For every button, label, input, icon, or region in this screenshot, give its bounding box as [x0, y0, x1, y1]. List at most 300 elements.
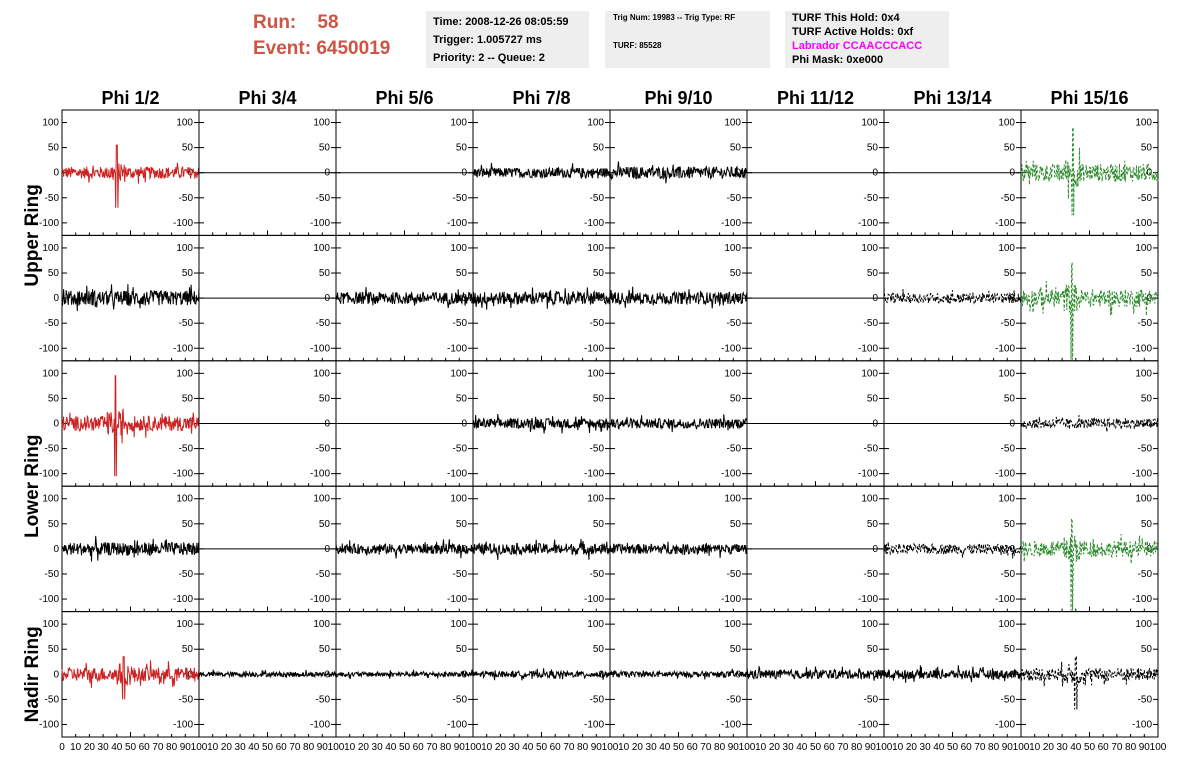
y-tick-label: 0 [324, 167, 330, 179]
y-tick-label: -100 [583, 217, 604, 229]
y-tick-label: 100 [587, 242, 604, 254]
x-tick-label: 30 [371, 742, 383, 753]
y-tick-label: 100 [313, 493, 330, 505]
x-tick-label: 30 [508, 742, 520, 753]
y-tick-label: -100 [994, 217, 1015, 229]
column-title: Phi 3/4 [238, 88, 297, 108]
x-tick-label: 80 [714, 742, 726, 753]
waveform-trace [473, 539, 610, 560]
y-tick-label: 50 [592, 393, 604, 405]
y-tick-label: -50 [178, 318, 193, 330]
y-tick-label: 50 [181, 518, 193, 530]
y-tick-label: 50 [1140, 518, 1152, 530]
trig-num-text: Trig Num: 19983 -- Trig Type: RF [613, 13, 736, 22]
y-tick-label: 50 [181, 644, 193, 656]
y-tick-label: -100 [720, 468, 741, 480]
y-tick-label: 0 [1146, 418, 1152, 430]
y-tick-label: -100 [583, 468, 604, 480]
y-tick-label: 100 [313, 368, 330, 380]
y-tick-label: -50 [44, 568, 59, 580]
run-value: 58 [317, 12, 339, 33]
x-tick-label: 50 [946, 742, 959, 753]
column-title: Phi 9/10 [644, 88, 713, 108]
x-tick-label: 90 [864, 742, 876, 753]
y-tick-label: 0 [461, 293, 467, 305]
y-tick-label: -50 [178, 192, 193, 204]
y-tick-label: -50 [589, 694, 604, 706]
y-tick-label: -50 [1137, 568, 1152, 580]
y-tick-label: 0 [187, 167, 193, 179]
y-tick-label: 100 [450, 368, 467, 380]
y-tick-label: -100 [857, 343, 878, 355]
y-tick-label: 0 [187, 543, 193, 555]
y-tick-label: 0 [53, 543, 59, 555]
y-tick-label: 50 [866, 644, 878, 656]
row-group-label: Upper Ring [22, 184, 43, 287]
x-tick-label: 10 [344, 742, 356, 753]
y-tick-label: 100 [998, 619, 1015, 631]
x-tick-label: 40 [522, 742, 534, 753]
x-tick-label: 100 [738, 742, 756, 753]
y-tick-label: 100 [313, 117, 330, 129]
column-title: Phi 1/2 [101, 88, 160, 108]
y-tick-label: -100 [857, 719, 878, 731]
y-tick-label: 0 [1146, 167, 1152, 179]
y-tick-label: 100 [998, 493, 1015, 505]
x-tick-label: 80 [988, 742, 1000, 753]
y-tick-label: 100 [724, 619, 741, 631]
y-tick-label: 100 [861, 117, 878, 129]
y-tick-label: -50 [315, 694, 330, 706]
y-tick-label: -100 [309, 719, 330, 731]
y-tick-label: -100 [857, 468, 878, 480]
x-tick-label: 70 [426, 742, 438, 753]
y-tick-label: -50 [726, 318, 741, 330]
y-tick-label: 0 [735, 669, 741, 681]
y-tick-label: 50 [455, 644, 467, 656]
x-tick-label: 30 [645, 742, 657, 753]
y-tick-label: -100 [1131, 468, 1152, 480]
x-tick-label: 10 [481, 742, 493, 753]
y-tick-label: 0 [598, 418, 604, 430]
y-tick-label: 0 [735, 418, 741, 430]
x-tick-label: 70 [837, 742, 849, 753]
y-tick-label: 0 [53, 669, 59, 681]
x-tick-label: 30 [1056, 742, 1068, 753]
x-tick-label: 20 [357, 742, 369, 753]
y-tick-label: 0 [461, 669, 467, 681]
y-tick-label: 0 [187, 669, 193, 681]
y-tick-label: 50 [592, 268, 604, 280]
y-tick-label: -100 [446, 594, 467, 606]
y-tick-label: -100 [720, 217, 741, 229]
x-tick-label: 10 [618, 742, 630, 753]
y-tick-label: 0 [324, 293, 330, 305]
trigger-text: Trigger: 1.005727 ms [433, 34, 542, 46]
y-tick-label: -100 [994, 468, 1015, 480]
y-tick-label: -50 [315, 318, 330, 330]
run-label: Run: [253, 12, 297, 33]
y-tick-label: -100 [309, 594, 330, 606]
y-tick-label: 50 [729, 644, 741, 656]
y-tick-label: -100 [994, 719, 1015, 731]
y-tick-label: 50 [1140, 142, 1152, 154]
y-tick-label: -50 [1000, 318, 1015, 330]
y-tick-label: 100 [450, 242, 467, 254]
y-tick-label: -50 [1137, 694, 1152, 706]
y-tick-label: -50 [589, 568, 604, 580]
y-tick-label: -100 [720, 343, 741, 355]
y-tick-label: 0 [187, 293, 193, 305]
waveform-trace [610, 161, 747, 183]
x-tick-label: 70 [974, 742, 986, 753]
y-tick-label: 50 [1003, 644, 1015, 656]
y-tick-label: -100 [446, 343, 467, 355]
y-tick-label: 100 [587, 493, 604, 505]
y-tick-label: 100 [450, 619, 467, 631]
turf-this-hold-text: TURF This Hold: 0x4 [792, 12, 900, 24]
y-tick-label: 0 [1009, 418, 1015, 430]
x-tick-label: 0 [59, 742, 65, 753]
x-tick-label: 10 [755, 742, 767, 753]
y-tick-label: -50 [589, 443, 604, 455]
y-tick-label: 0 [872, 293, 878, 305]
y-tick-label: 100 [313, 619, 330, 631]
y-tick-label: -100 [1131, 343, 1152, 355]
x-tick-label: 80 [1125, 742, 1137, 753]
y-tick-label: 100 [861, 619, 878, 631]
y-tick-label: -100 [446, 719, 467, 731]
y-tick-label: -50 [863, 192, 878, 204]
y-tick-label: -100 [446, 468, 467, 480]
y-tick-label: 50 [1140, 644, 1152, 656]
y-tick-label: 50 [318, 644, 330, 656]
y-tick-label: -50 [178, 694, 193, 706]
panel-frame [884, 235, 1021, 360]
y-tick-label: -50 [44, 694, 59, 706]
x-tick-label: 80 [166, 742, 178, 753]
y-tick-label: -100 [857, 594, 878, 606]
x-tick-label: 70 [700, 742, 712, 753]
y-tick-label: -50 [452, 443, 467, 455]
y-tick-label: -50 [863, 443, 878, 455]
y-tick-label: 50 [318, 393, 330, 405]
x-tick-label: 100 [1149, 742, 1167, 753]
waveform-trace [610, 414, 747, 432]
x-tick-label: 50 [1083, 742, 1096, 753]
x-tick-label: 60 [412, 742, 424, 753]
y-tick-label: 100 [587, 619, 604, 631]
x-tick-label: 100 [464, 742, 482, 753]
x-tick-label: 100 [1012, 742, 1030, 753]
y-tick-label: 0 [735, 293, 741, 305]
y-tick-label: 100 [861, 368, 878, 380]
x-tick-label: 70 [152, 742, 164, 753]
y-tick-label: 0 [1009, 543, 1015, 555]
y-tick-label: 50 [1003, 268, 1015, 280]
waveform-trace [884, 288, 1021, 303]
x-tick-label: 100 [327, 742, 345, 753]
y-tick-label: 100 [450, 117, 467, 129]
waveform-trace [610, 542, 747, 558]
y-tick-label: 100 [861, 493, 878, 505]
x-tick-label: 40 [796, 742, 808, 753]
priority-text: Priority: 2 -- Queue: 2 [433, 52, 545, 64]
y-tick-label: 0 [598, 167, 604, 179]
y-tick-label: -50 [589, 192, 604, 204]
y-tick-label: -50 [452, 694, 467, 706]
y-tick-label: 100 [998, 117, 1015, 129]
y-tick-label: 50 [866, 518, 878, 530]
y-tick-label: 50 [592, 644, 604, 656]
column-title: Phi 11/12 [776, 88, 855, 108]
waveform-trace [610, 669, 747, 680]
y-tick-label: 0 [735, 543, 741, 555]
x-tick-label: 60 [275, 742, 287, 753]
y-tick-label: 100 [313, 242, 330, 254]
waveform-trace [884, 665, 1021, 683]
y-tick-label: 100 [587, 117, 604, 129]
y-tick-label: -100 [994, 594, 1015, 606]
y-tick-label: 50 [318, 142, 330, 154]
x-tick-label: 50 [535, 742, 548, 753]
y-tick-label: 50 [47, 644, 59, 656]
x-tick-label: 40 [933, 742, 945, 753]
y-tick-label: -50 [452, 568, 467, 580]
labrador-text: Labrador CCAACCCACC [792, 40, 923, 52]
y-tick-label: 0 [1146, 669, 1152, 681]
waveform-trace [62, 536, 199, 562]
y-tick-label: -50 [178, 443, 193, 455]
y-tick-label: 100 [724, 242, 741, 254]
x-tick-label: 70 [1111, 742, 1123, 753]
y-tick-label: 100 [1135, 493, 1152, 505]
y-tick-label: 50 [318, 518, 330, 530]
y-tick-label: 0 [1146, 543, 1152, 555]
x-tick-label: 80 [303, 742, 315, 753]
y-tick-label: -50 [1000, 192, 1015, 204]
waveform-trace [62, 284, 199, 311]
y-tick-label: 100 [42, 117, 59, 129]
y-tick-label: -100 [172, 594, 193, 606]
y-tick-label: 100 [450, 493, 467, 505]
y-tick-label: -50 [863, 318, 878, 330]
x-tick-label: 40 [1070, 742, 1082, 753]
event-value: 6450019 [316, 38, 391, 59]
y-tick-label: -50 [44, 443, 59, 455]
y-tick-label: 0 [872, 543, 878, 555]
waveform-trace [62, 657, 199, 700]
y-tick-label: 50 [47, 142, 59, 154]
y-tick-label: 100 [724, 117, 741, 129]
waveform-trace [336, 287, 473, 308]
y-tick-label: -50 [315, 443, 330, 455]
waveform-trace [473, 668, 610, 680]
x-tick-label: 90 [453, 742, 465, 753]
y-tick-label: 100 [1135, 117, 1152, 129]
y-tick-label: -100 [1131, 594, 1152, 606]
y-tick-label: -50 [1000, 568, 1015, 580]
y-tick-label: -100 [309, 468, 330, 480]
y-tick-label: 100 [176, 117, 193, 129]
x-tick-label: 60 [823, 742, 835, 753]
y-tick-label: 50 [592, 142, 604, 154]
y-tick-label: 50 [1140, 393, 1152, 405]
x-tick-label: 20 [494, 742, 506, 753]
x-tick-label: 30 [97, 742, 109, 753]
x-tick-label: 50 [672, 742, 685, 753]
y-tick-label: 50 [181, 268, 193, 280]
y-tick-label: -50 [726, 443, 741, 455]
y-tick-label: -100 [583, 343, 604, 355]
y-tick-label: 100 [1135, 368, 1152, 380]
x-tick-label: 90 [179, 742, 191, 753]
y-tick-label: 50 [592, 518, 604, 530]
y-tick-label: 0 [461, 418, 467, 430]
phi-mask-text: Phi Mask: 0xe000 [792, 54, 884, 66]
y-tick-label: 0 [187, 418, 193, 430]
x-tick-label: 20 [631, 742, 643, 753]
y-tick-label: 100 [42, 619, 59, 631]
y-tick-label: 50 [47, 393, 59, 405]
y-tick-label: 0 [1009, 293, 1015, 305]
y-tick-label: -50 [44, 192, 59, 204]
y-tick-label: -100 [172, 719, 193, 731]
waveform-trace [336, 670, 473, 679]
x-tick-label: 20 [768, 742, 780, 753]
y-tick-label: 100 [998, 242, 1015, 254]
x-tick-label: 20 [220, 742, 232, 753]
waveform-trace [884, 542, 1021, 559]
y-tick-label: 100 [176, 493, 193, 505]
y-tick-label: -50 [726, 192, 741, 204]
y-tick-label: 0 [324, 543, 330, 555]
y-tick-label: 100 [42, 493, 59, 505]
y-tick-label: -100 [38, 343, 59, 355]
y-tick-label: 50 [455, 268, 467, 280]
waveform-trace [610, 287, 747, 309]
y-tick-label: -100 [857, 217, 878, 229]
y-tick-label: 100 [587, 368, 604, 380]
y-tick-label: -100 [446, 217, 467, 229]
y-tick-label: 0 [1009, 669, 1015, 681]
column-title: Phi 13/14 [913, 88, 992, 108]
x-tick-label: 60 [1097, 742, 1109, 753]
y-tick-label: 50 [181, 393, 193, 405]
x-tick-label: 50 [809, 742, 822, 753]
y-tick-label: 100 [176, 619, 193, 631]
waveform-trace [1021, 415, 1158, 432]
y-tick-label: -100 [38, 217, 59, 229]
column-title: Phi 7/8 [512, 88, 571, 108]
y-tick-label: 50 [1003, 142, 1015, 154]
y-tick-label: -50 [315, 568, 330, 580]
y-tick-label: -100 [720, 719, 741, 731]
x-tick-label: 40 [248, 742, 260, 753]
column-title: Phi 5/6 [375, 88, 434, 108]
x-tick-label: 40 [111, 742, 123, 753]
row-group-label: Nadir Ring [22, 626, 43, 723]
x-tick-label: 80 [851, 742, 863, 753]
y-tick-label: -100 [309, 217, 330, 229]
x-tick-label: 40 [659, 742, 671, 753]
x-tick-label: 10 [70, 742, 82, 753]
x-tick-label: 80 [577, 742, 589, 753]
x-tick-label: 100 [190, 742, 208, 753]
y-tick-label: -100 [309, 343, 330, 355]
y-tick-label: 100 [42, 368, 59, 380]
x-tick-label: 60 [686, 742, 698, 753]
y-tick-label: -50 [452, 318, 467, 330]
y-tick-label: -50 [1137, 318, 1152, 330]
y-tick-label: -50 [1137, 443, 1152, 455]
y-tick-label: 50 [47, 268, 59, 280]
time-text: Time: 2008-12-26 08:05:59 [433, 16, 569, 28]
y-tick-label: 0 [461, 167, 467, 179]
x-tick-label: 100 [601, 742, 619, 753]
y-tick-label: -100 [1131, 217, 1152, 229]
y-tick-label: 0 [598, 293, 604, 305]
y-tick-label: 50 [318, 268, 330, 280]
y-tick-label: 100 [724, 368, 741, 380]
y-tick-label: -100 [994, 343, 1015, 355]
y-tick-label: 50 [1003, 393, 1015, 405]
y-tick-label: -50 [178, 568, 193, 580]
y-tick-label: -50 [1000, 694, 1015, 706]
y-tick-label: 0 [1146, 293, 1152, 305]
x-tick-label: 20 [1042, 742, 1054, 753]
y-tick-label: 0 [324, 669, 330, 681]
y-tick-label: 0 [324, 418, 330, 430]
y-tick-label: 100 [861, 242, 878, 254]
y-tick-label: 50 [729, 393, 741, 405]
x-tick-label: 10 [892, 742, 904, 753]
x-tick-label: 50 [124, 742, 137, 753]
y-tick-label: -100 [172, 343, 193, 355]
waveform-trace [199, 669, 336, 681]
y-tick-label: -50 [726, 568, 741, 580]
x-tick-label: 30 [919, 742, 931, 753]
x-tick-label: 10 [207, 742, 219, 753]
y-tick-label: 0 [735, 167, 741, 179]
y-tick-label: -50 [1000, 443, 1015, 455]
y-tick-label: -50 [589, 318, 604, 330]
y-tick-label: -50 [44, 318, 59, 330]
turf-text: TURF: 85528 [613, 41, 662, 50]
x-tick-label: 60 [960, 742, 972, 753]
x-tick-label: 70 [289, 742, 301, 753]
x-tick-label: 90 [727, 742, 739, 753]
y-tick-label: 0 [53, 293, 59, 305]
y-tick-label: 0 [598, 543, 604, 555]
y-tick-label: 0 [872, 418, 878, 430]
x-tick-label: 90 [590, 742, 602, 753]
x-tick-label: 50 [261, 742, 274, 753]
y-tick-label: 100 [176, 368, 193, 380]
x-tick-label: 70 [563, 742, 575, 753]
x-tick-label: 90 [1001, 742, 1013, 753]
y-tick-label: 0 [461, 543, 467, 555]
y-tick-label: -100 [38, 468, 59, 480]
waveform-trace [473, 163, 610, 179]
y-tick-label: 50 [455, 393, 467, 405]
y-tick-label: 50 [729, 518, 741, 530]
x-tick-label: 20 [905, 742, 917, 753]
y-tick-label: -100 [172, 217, 193, 229]
y-tick-label: 50 [47, 518, 59, 530]
y-tick-label: -100 [720, 594, 741, 606]
y-tick-label: 0 [872, 669, 878, 681]
